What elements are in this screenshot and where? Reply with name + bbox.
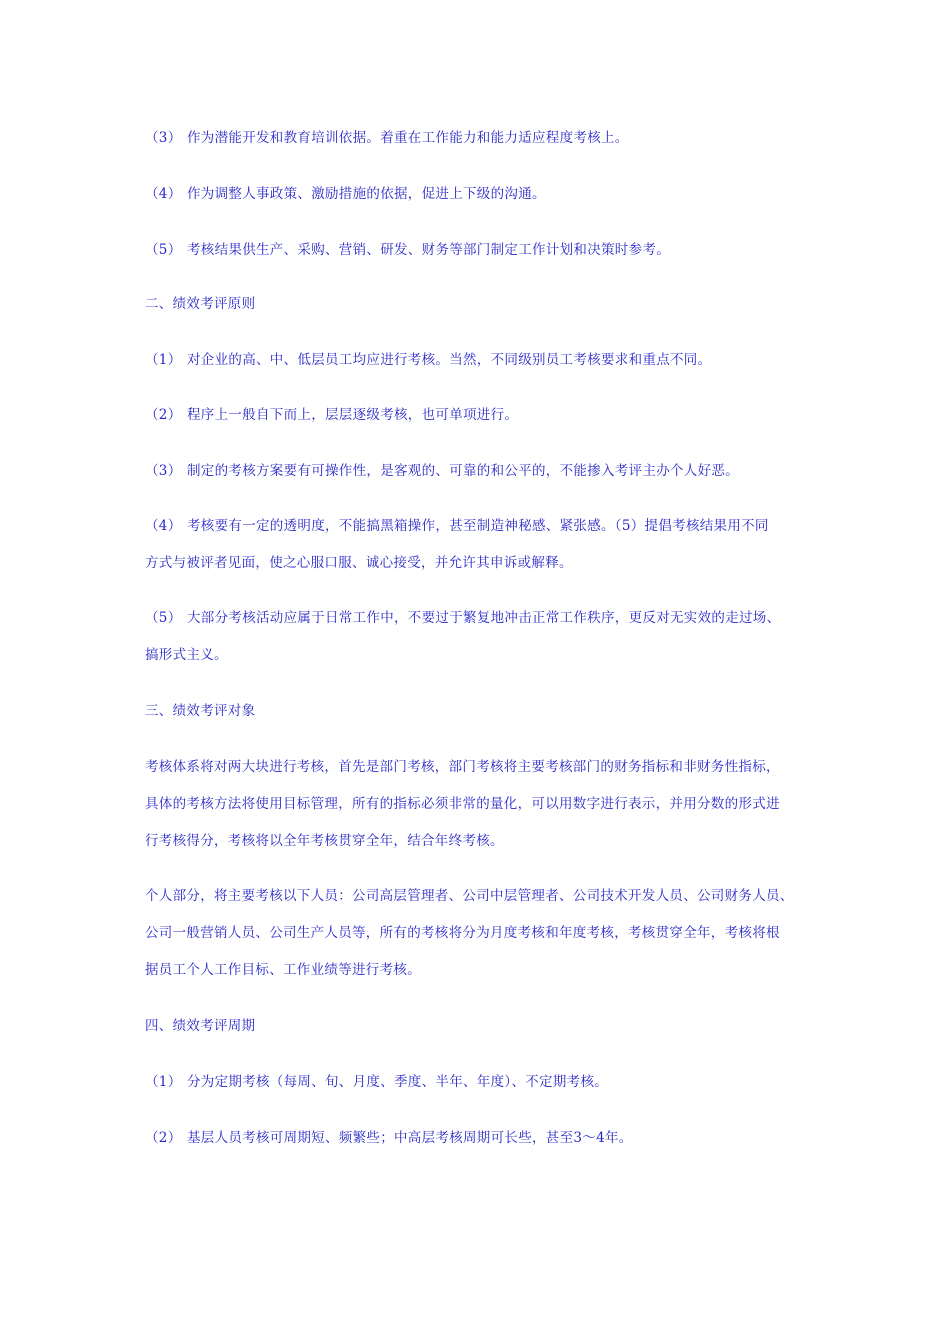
paragraph-line: 个人部分，将主要考核以下人员：公司高层管理者、公司中层管理者、公司技术开发人员、公司财务人员、 <box>145 888 794 904</box>
list-item <box>145 350 711 370</box>
item-number: （1） <box>145 352 182 368</box>
item-number: （2） <box>145 1130 182 1146</box>
item-text: 程序上一般自下而上，层层逐级考核，也可单项进行。 <box>187 407 519 423</box>
paragraph-line: 行考核得分，考核将以全年考核贯穿全年，结合年终考核。 <box>145 833 504 849</box>
paragraph-line: 据员工个人工作目标、工作业绩等进行考核。 <box>145 962 421 978</box>
section-heading: 二、绩效考评原则 <box>145 296 256 312</box>
list-item-continuation: 方式与被评者见面，使之心服口服、诚心接受，并允许其申诉或解释。 <box>145 555 573 571</box>
item-text: 考核结果供生产、采购、营销、研发、财务等部门制定工作计划和决策时参考。 <box>187 242 670 258</box>
item-number: （4） <box>145 186 182 202</box>
list-item <box>145 1128 633 1148</box>
list-item <box>145 608 780 628</box>
list-item <box>145 184 546 204</box>
paragraph-line: 公司一般营销人员、公司生产人员等，所有的考核将分为月度考核和年度考核，考核贯穿全年，考核将根 <box>145 925 780 941</box>
list-item <box>145 405 518 425</box>
item-text: 制定的考核方案要有可操作性，是客观的、可靠的和公平的，不能掺入考评主办个人好恶。 <box>187 463 739 479</box>
section-heading: 三、绩效考评对象 <box>145 703 256 719</box>
item-number: （3） <box>145 463 182 479</box>
list-item <box>145 516 769 536</box>
list-item <box>145 128 629 148</box>
list-item <box>145 461 739 481</box>
item-text: 考核要有一定的透明度，不能搞黑箱操作，甚至制造神秘感、紧张感。（5）提倡考核结果用不同 <box>187 518 769 534</box>
list-item-continuation: 搞形式主义。 <box>145 647 228 663</box>
item-number: （3） <box>145 130 182 146</box>
item-text: 分为定期考核（每周、旬、月度、季度、半年、年度）、不定期考核。 <box>187 1074 609 1090</box>
list-item <box>145 240 670 260</box>
item-number: （5） <box>145 610 182 626</box>
item-text: 基层人员考核可周期短、频繁些；中高层考核周期可长些，甚至3～4年。 <box>187 1130 633 1146</box>
item-number: （1） <box>145 1074 182 1090</box>
item-text: 作为调整人事政策、激励措施的依据，促进上下级的沟通。 <box>187 186 546 202</box>
item-text: 对企业的高、中、低层员工均应进行考核。当然，不同级别员工考核要求和重点不同。 <box>187 352 712 368</box>
paragraph-line: 考核体系将对两大块进行考核，首先是部门考核，部门考核将主要考核部门的财务指标和非财务性指标， <box>145 759 780 775</box>
item-number: （4） <box>145 518 182 534</box>
list-item <box>145 1072 608 1092</box>
item-number: （5） <box>145 242 182 258</box>
paragraph-line: 具体的考核方法将使用目标管理，所有的指标必须非常的量化，可以用数字进行表示，并用分数的形式进 <box>145 796 780 812</box>
item-text: 大部分考核活动应属于日常工作中，不要过于繁复地冲击正常工作秩序，更反对无实效的走过场、 <box>187 610 781 626</box>
section-heading: 四、绩效考评周期 <box>145 1018 256 1034</box>
item-text: 作为潜能开发和教育培训依据。着重在工作能力和能力适应程度考核上。 <box>187 130 629 146</box>
item-number: （2） <box>145 407 182 423</box>
